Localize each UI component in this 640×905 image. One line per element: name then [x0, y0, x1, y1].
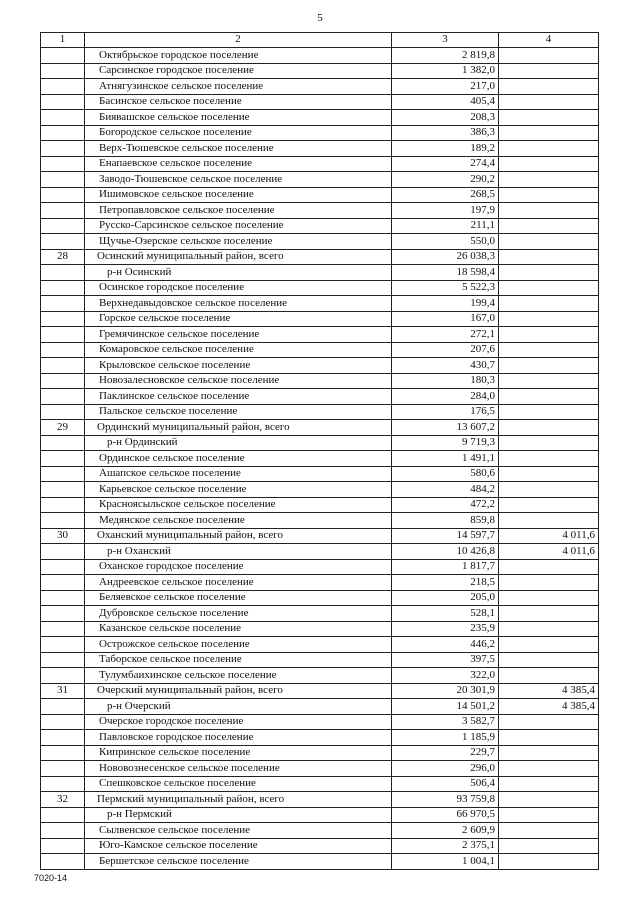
row-extra-value-cell [499, 792, 599, 808]
row-extra-value-cell [499, 466, 599, 482]
row-value-cell: 446,2 [392, 637, 499, 653]
row-value-cell: 208,3 [392, 110, 499, 126]
row-number-cell [41, 389, 85, 405]
row-name-cell: Биявашское сельское поселение [85, 110, 392, 126]
row-number-cell [41, 404, 85, 420]
row-name-cell: Медянское сельское поселение [85, 513, 392, 529]
row-number-cell: 32 [41, 792, 85, 808]
row-number-cell [41, 187, 85, 203]
table-row [41, 296, 599, 312]
table-row [41, 435, 599, 451]
row-number-cell [41, 172, 85, 188]
row-value-cell: 199,4 [392, 296, 499, 312]
row-extra-value-cell [499, 48, 599, 64]
table-row [41, 420, 599, 436]
row-name-cell: Паклинское сельское поселение [85, 389, 392, 405]
table-row [41, 327, 599, 343]
row-value-cell: 5 522,3 [392, 280, 499, 296]
row-number-cell [41, 823, 85, 839]
row-number-cell [41, 575, 85, 591]
row-value-cell: 176,5 [392, 404, 499, 420]
row-extra-value-cell [499, 203, 599, 219]
row-extra-value-cell [499, 590, 599, 606]
row-value-cell: 268,5 [392, 187, 499, 203]
row-number-cell [41, 513, 85, 529]
row-number-cell [41, 358, 85, 374]
row-name-cell: Кипринское сельское поселение [85, 745, 392, 761]
row-number-cell [41, 559, 85, 575]
table-row [41, 156, 599, 172]
table-row [41, 838, 599, 854]
row-extra-value-cell [499, 404, 599, 420]
row-value-cell: 66 970,5 [392, 807, 499, 823]
row-number-cell [41, 838, 85, 854]
row-number-cell [41, 435, 85, 451]
row-extra-value-cell [499, 358, 599, 374]
row-value-cell: 18 598,4 [392, 265, 499, 281]
row-extra-value-cell [499, 389, 599, 405]
table-row [41, 63, 599, 79]
row-extra-value-cell [499, 559, 599, 575]
table-row [41, 203, 599, 219]
row-value-cell: 205,0 [392, 590, 499, 606]
table-row [41, 48, 599, 64]
row-name-cell: Беляевское сельское поселение [85, 590, 392, 606]
row-number-cell [41, 125, 85, 141]
row-extra-value-cell [499, 745, 599, 761]
row-number-cell [41, 761, 85, 777]
row-number-cell [41, 451, 85, 467]
table-row [41, 730, 599, 746]
row-extra-value-cell [499, 807, 599, 823]
header-col-1: 1 [41, 33, 85, 48]
row-number-cell [41, 652, 85, 668]
row-extra-value-cell [499, 342, 599, 358]
row-number-cell [41, 745, 85, 761]
table-row [41, 451, 599, 467]
row-extra-value-cell [499, 730, 599, 746]
header-col-2: 2 [85, 33, 392, 48]
row-value-cell: 180,3 [392, 373, 499, 389]
row-number-cell [41, 342, 85, 358]
row-number-cell [41, 327, 85, 343]
row-extra-value-cell [499, 79, 599, 95]
row-name-cell: Горское сельское поселение [85, 311, 392, 327]
row-value-cell: 2 375,1 [392, 838, 499, 854]
row-extra-value-cell: 4 385,4 [499, 699, 599, 715]
header-row [41, 33, 599, 48]
table-body [41, 48, 599, 870]
row-number-cell [41, 466, 85, 482]
row-extra-value-cell [499, 187, 599, 203]
row-name-cell: Нововознесенское сельское поселение [85, 761, 392, 777]
row-extra-value-cell [499, 497, 599, 513]
row-name-cell: Верхнедавыдовское сельское поселение [85, 296, 392, 312]
row-name-cell: Ишимовское сельское поселение [85, 187, 392, 203]
table-header [41, 33, 599, 48]
table-row [41, 807, 599, 823]
row-extra-value-cell [499, 327, 599, 343]
row-number-cell: 28 [41, 249, 85, 265]
row-value-cell: 93 759,8 [392, 792, 499, 808]
row-extra-value-cell [499, 606, 599, 622]
table-row [41, 482, 599, 498]
row-extra-value-cell [499, 63, 599, 79]
row-name-cell: р-н Оханский [85, 544, 392, 560]
table-row [41, 544, 599, 560]
header-col-3: 3 [392, 33, 499, 48]
row-number-cell [41, 776, 85, 792]
table-row [41, 606, 599, 622]
page-number: 5 [317, 12, 323, 24]
row-name-cell: Спешковское сельское поселение [85, 776, 392, 792]
table-row [41, 125, 599, 141]
row-extra-value-cell: 4 385,4 [499, 683, 599, 699]
table-row [41, 94, 599, 110]
row-name-cell: р-н Ординский [85, 435, 392, 451]
row-number-cell [41, 141, 85, 157]
row-name-cell: Заводо-Тюшевское сельское поселение [85, 172, 392, 188]
row-name-cell: Атнягузинское сельское поселение [85, 79, 392, 95]
row-name-cell: р-н Очерский [85, 699, 392, 715]
row-number-cell: 31 [41, 683, 85, 699]
row-name-cell: Енапаевское сельское поселение [85, 156, 392, 172]
table-row [41, 575, 599, 591]
row-name-cell: Щучье-Озерское сельское поселение [85, 234, 392, 250]
row-extra-value-cell [499, 838, 599, 854]
row-value-cell: 472,2 [392, 497, 499, 513]
row-number-cell [41, 48, 85, 64]
table-row [41, 141, 599, 157]
table-row [41, 823, 599, 839]
row-number-cell [41, 730, 85, 746]
row-number-cell [41, 637, 85, 653]
row-name-cell: Октябрьское городское поселение [85, 48, 392, 64]
row-name-cell: Верх-Тюшевское сельское поселение [85, 141, 392, 157]
table-row [41, 497, 599, 513]
row-extra-value-cell [499, 296, 599, 312]
row-value-cell: 26 038,3 [392, 249, 499, 265]
row-value-cell: 13 607,2 [392, 420, 499, 436]
row-name-cell: Петропавловское сельское поселение [85, 203, 392, 219]
row-extra-value-cell [499, 280, 599, 296]
row-value-cell: 284,0 [392, 389, 499, 405]
row-number-cell [41, 234, 85, 250]
table-row [41, 683, 599, 699]
row-value-cell: 1 491,1 [392, 451, 499, 467]
row-extra-value-cell: 4 011,6 [499, 528, 599, 544]
row-number-cell [41, 265, 85, 281]
row-name-cell: Басинское сельское поселение [85, 94, 392, 110]
row-extra-value-cell [499, 637, 599, 653]
row-name-cell: Богородское сельское поселение [85, 125, 392, 141]
table-row [41, 668, 599, 684]
row-name-cell: Гремячинское сельское поселение [85, 327, 392, 343]
row-name-cell: Сылвенское сельское поселение [85, 823, 392, 839]
row-number-cell [41, 482, 85, 498]
row-name-cell: Очерское городское поселение [85, 714, 392, 730]
row-name-cell: Очерский муниципальный район, всего [85, 683, 392, 699]
row-name-cell: Андреевское сельское поселение [85, 575, 392, 591]
row-value-cell: 580,6 [392, 466, 499, 482]
row-value-cell: 274,4 [392, 156, 499, 172]
row-extra-value-cell [499, 311, 599, 327]
row-value-cell: 3 582,7 [392, 714, 499, 730]
row-number-cell [41, 590, 85, 606]
row-value-cell: 211,1 [392, 218, 499, 234]
row-name-cell: Тулумбаихинское сельское поселение [85, 668, 392, 684]
row-number-cell [41, 606, 85, 622]
row-name-cell: Красноясыльское сельское поселение [85, 497, 392, 513]
table-row [41, 714, 599, 730]
row-name-cell: Осинское городское поселение [85, 280, 392, 296]
row-extra-value-cell [499, 575, 599, 591]
row-number-cell [41, 94, 85, 110]
row-extra-value-cell [499, 156, 599, 172]
row-extra-value-cell [499, 141, 599, 157]
row-number-cell [41, 497, 85, 513]
row-value-cell: 1 004,1 [392, 854, 499, 870]
row-extra-value-cell [499, 823, 599, 839]
table-row [41, 559, 599, 575]
row-number-cell [41, 63, 85, 79]
row-number-cell [41, 79, 85, 95]
row-name-cell: Оханское городское поселение [85, 559, 392, 575]
row-extra-value-cell [499, 482, 599, 498]
row-value-cell: 1 185,9 [392, 730, 499, 746]
row-name-cell: Ординское сельское поселение [85, 451, 392, 467]
row-number-cell [41, 699, 85, 715]
row-value-cell: 296,0 [392, 761, 499, 777]
row-name-cell: Таборское сельское поселение [85, 652, 392, 668]
row-value-cell: 218,5 [392, 575, 499, 591]
row-number-cell [41, 714, 85, 730]
row-value-cell: 189,2 [392, 141, 499, 157]
row-extra-value-cell [499, 621, 599, 637]
row-number-cell [41, 621, 85, 637]
row-extra-value-cell [499, 714, 599, 730]
row-number-cell: 30 [41, 528, 85, 544]
row-number-cell: 29 [41, 420, 85, 436]
row-value-cell: 9 719,3 [392, 435, 499, 451]
table-row [41, 528, 599, 544]
row-name-cell: Острожское сельское поселение [85, 637, 392, 653]
row-extra-value-cell [499, 854, 599, 870]
row-value-cell: 322,0 [392, 668, 499, 684]
table-row [41, 187, 599, 203]
table-row [41, 234, 599, 250]
row-name-cell: Крыловское сельское поселение [85, 358, 392, 374]
row-value-cell: 197,9 [392, 203, 499, 219]
row-value-cell: 859,8 [392, 513, 499, 529]
row-number-cell [41, 218, 85, 234]
row-extra-value-cell: 4 011,6 [499, 544, 599, 560]
row-name-cell: р-н Осинский [85, 265, 392, 281]
row-extra-value-cell [499, 249, 599, 265]
row-extra-value-cell [499, 94, 599, 110]
row-value-cell: 2 609,9 [392, 823, 499, 839]
row-value-cell: 397,5 [392, 652, 499, 668]
table-row [41, 637, 599, 653]
row-extra-value-cell [499, 668, 599, 684]
row-name-cell: Ординский муниципальный район, всего [85, 420, 392, 436]
row-extra-value-cell [499, 420, 599, 436]
table-row [41, 761, 599, 777]
table-row [41, 652, 599, 668]
row-value-cell: 1 817,7 [392, 559, 499, 575]
row-name-cell: Павловское городское поселение [85, 730, 392, 746]
row-number-cell [41, 203, 85, 219]
row-value-cell: 10 426,8 [392, 544, 499, 560]
row-value-cell: 229,7 [392, 745, 499, 761]
budget-table [40, 32, 599, 870]
row-number-cell [41, 296, 85, 312]
row-number-cell [41, 854, 85, 870]
row-value-cell: 528,1 [392, 606, 499, 622]
row-extra-value-cell [499, 776, 599, 792]
table-row [41, 79, 599, 95]
row-number-cell [41, 311, 85, 327]
table-row [41, 265, 599, 281]
row-value-cell: 430,7 [392, 358, 499, 374]
row-number-cell [41, 156, 85, 172]
header-col-4: 4 [499, 33, 599, 48]
row-name-cell: Юго-Камское сельское поселение [85, 838, 392, 854]
table-row [41, 590, 599, 606]
row-name-cell: Бершетское сельское поселение [85, 854, 392, 870]
row-name-cell: Новозалесновское сельское поселение [85, 373, 392, 389]
row-number-cell [41, 110, 85, 126]
row-extra-value-cell [499, 451, 599, 467]
row-number-cell [41, 373, 85, 389]
table-row [41, 621, 599, 637]
row-name-cell: Пальское сельское поселение [85, 404, 392, 420]
row-value-cell: 272,1 [392, 327, 499, 343]
row-name-cell: Оханский муниципальный район, всего [85, 528, 392, 544]
table-row [41, 466, 599, 482]
row-extra-value-cell [499, 172, 599, 188]
row-value-cell: 207,6 [392, 342, 499, 358]
table-row [41, 172, 599, 188]
row-number-cell [41, 668, 85, 684]
row-extra-value-cell [499, 513, 599, 529]
row-number-cell [41, 280, 85, 296]
footer-code: 7020-14 [34, 873, 68, 883]
row-value-cell: 20 301,9 [392, 683, 499, 699]
row-name-cell: Осинский муниципальный район, всего [85, 249, 392, 265]
table-row [41, 249, 599, 265]
table-row [41, 792, 599, 808]
table-row [41, 699, 599, 715]
row-extra-value-cell [499, 125, 599, 141]
table-row [41, 404, 599, 420]
row-value-cell: 217,0 [392, 79, 499, 95]
row-value-cell: 386,3 [392, 125, 499, 141]
table-row [41, 776, 599, 792]
row-name-cell: Пермский муниципальный район, всего [85, 792, 392, 808]
table-row [41, 745, 599, 761]
table-row [41, 373, 599, 389]
row-value-cell: 1 382,0 [392, 63, 499, 79]
row-number-cell [41, 807, 85, 823]
row-extra-value-cell [499, 234, 599, 250]
table-row [41, 513, 599, 529]
row-name-cell: Дубровское сельское поселение [85, 606, 392, 622]
table-row [41, 854, 599, 870]
row-value-cell: 235,9 [392, 621, 499, 637]
row-value-cell: 550,0 [392, 234, 499, 250]
table-row [41, 280, 599, 296]
row-extra-value-cell [499, 435, 599, 451]
row-value-cell: 2 819,8 [392, 48, 499, 64]
table-row [41, 218, 599, 234]
row-name-cell: Карьевское сельское поселение [85, 482, 392, 498]
row-value-cell: 405,4 [392, 94, 499, 110]
row-name-cell: Комаровское сельское поселение [85, 342, 392, 358]
row-extra-value-cell [499, 265, 599, 281]
row-extra-value-cell [499, 652, 599, 668]
row-value-cell: 167,0 [392, 311, 499, 327]
row-name-cell: Казанское сельское поселение [85, 621, 392, 637]
row-name-cell: Ашапское сельское поселение [85, 466, 392, 482]
table-row [41, 389, 599, 405]
table-row [41, 342, 599, 358]
table-row [41, 110, 599, 126]
row-name-cell: р-н Пермский [85, 807, 392, 823]
row-extra-value-cell [499, 761, 599, 777]
row-name-cell: Сарсинское городское поселение [85, 63, 392, 79]
row-value-cell: 290,2 [392, 172, 499, 188]
row-extra-value-cell [499, 218, 599, 234]
row-number-cell [41, 544, 85, 560]
table-row [41, 311, 599, 327]
table-row [41, 358, 599, 374]
row-value-cell: 484,2 [392, 482, 499, 498]
row-value-cell: 506,4 [392, 776, 499, 792]
row-extra-value-cell [499, 110, 599, 126]
row-extra-value-cell [499, 373, 599, 389]
row-name-cell: Русско-Сарсинское сельское поселение [85, 218, 392, 234]
row-value-cell: 14 501,2 [392, 699, 499, 715]
row-value-cell: 14 597,7 [392, 528, 499, 544]
